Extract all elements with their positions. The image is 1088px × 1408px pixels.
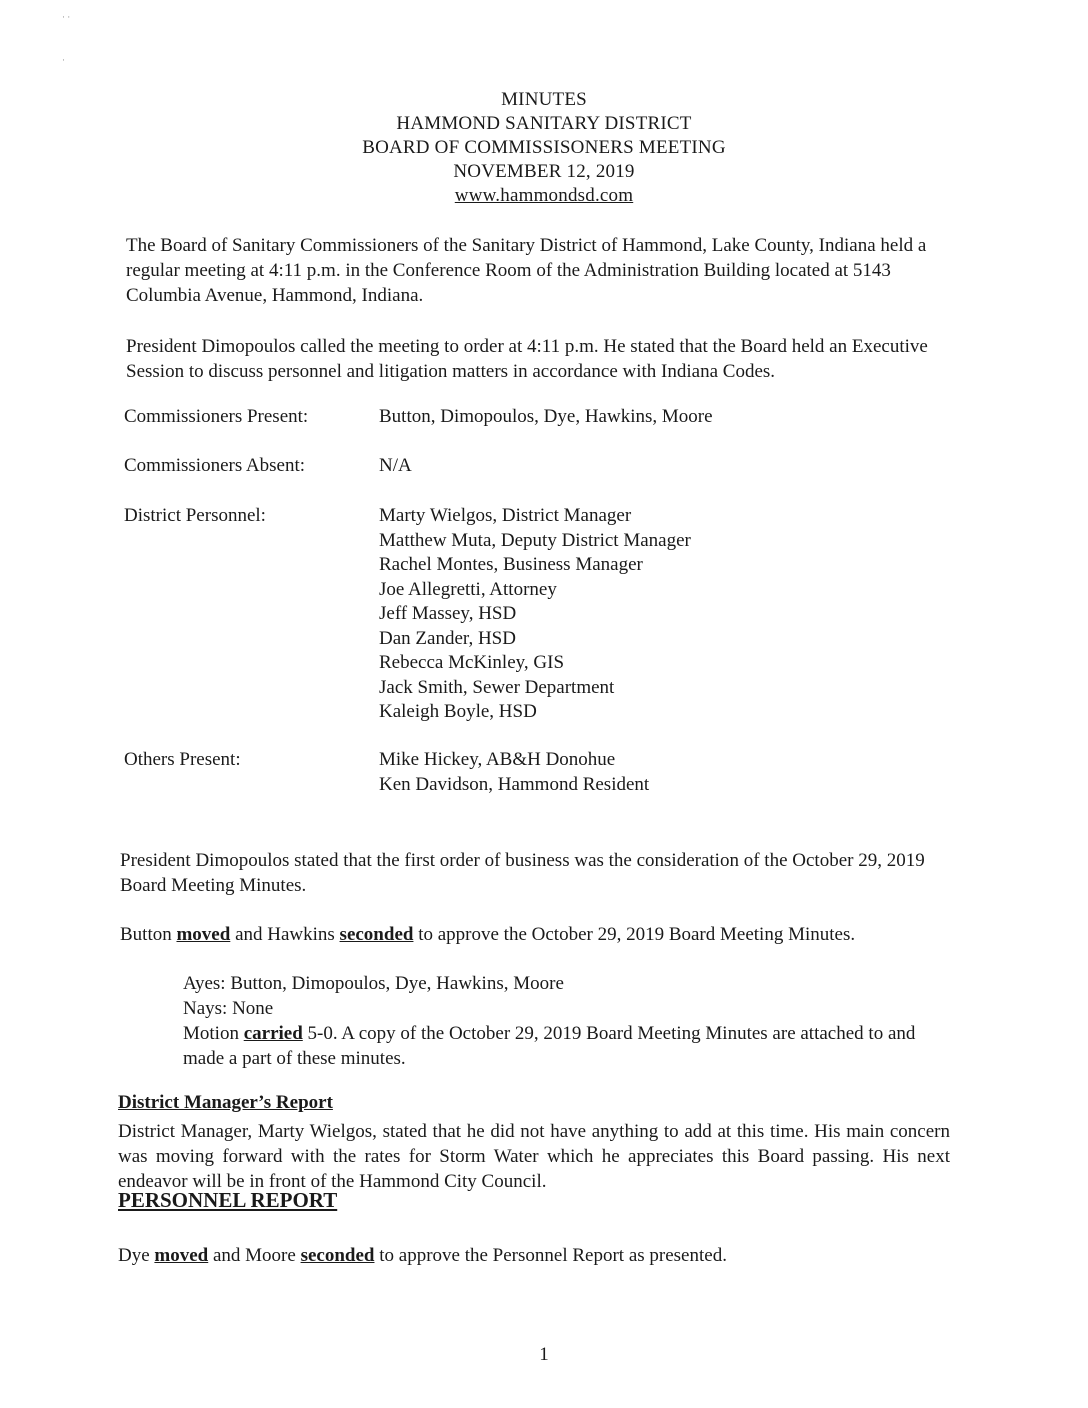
call-to-order-paragraph: President Dimopoulos called the meeting to order at 4:11 p.m. He stated that the Board held an Executive Session to discuss personnel and litigation matters in accordance with Indiana Codes.: [126, 336, 928, 382]
commissioners-absent-label: Commissioners Absent:: [124, 455, 306, 476]
scan-specks: · · ·: [62, 12, 71, 65]
personnel-item: Rebecca McKinley, GIS: [379, 652, 565, 673]
personnel-report-heading: PERSONNEL REPORT: [118, 1188, 338, 1212]
others-item: Ken Davidson, Hammond Resident: [379, 773, 650, 795]
district-personnel-list: [379, 504, 879, 725]
vote-nays: Nays: None: [183, 998, 274, 1019]
moved-keyword: moved: [176, 924, 231, 945]
personnel-seconder: and Moore: [208, 1245, 301, 1266]
vote-ayes: Ayes: Button, Dimopoulos, Dye, Hawkins, Moore: [183, 973, 564, 994]
header-title: MINUTES: [501, 89, 587, 110]
vote-result: [183, 1021, 943, 1071]
motion-text: to approve the October 29, 2019 Board Meeting Minutes.: [413, 924, 856, 945]
motion-mover: Button: [120, 924, 172, 945]
others-item: Mike Hickey, AB&H Donohue: [379, 749, 616, 770]
intro-paragraph: The Board of Sanitary Commissioners of the Sanitary District of Hammond, Lake County, Indiana held a regular meeting at 4:11 p.m. in the Conference Room of the Administration Building located at 5143 Columbia Avenue, Hammond, Indiana.: [126, 235, 927, 306]
manager-report-paragraph: District Manager, Marty Wielgos, stated that he did not have anything to add at this time. His main concern was moving forward with the rates for Storm Water which he appreciates this Board passing. His next endeavor will be in front of the Hammond City Council.: [118, 1121, 950, 1192]
commissioners-absent-value: N/A: [379, 455, 412, 476]
personnel-item: Marty Wielgos, District Manager: [379, 505, 632, 526]
personnel-item: Dan Zander, HSD: [379, 627, 516, 649]
seconded-keyword: seconded: [339, 924, 414, 945]
minutes-header: [0, 88, 1088, 208]
seconded-keyword: seconded: [300, 1245, 375, 1266]
motion-prefix: Motion: [183, 1023, 244, 1044]
personnel-item: Matthew Muta, Deputy District Manager: [379, 529, 691, 551]
personnel-motion-paragraph: [118, 1243, 950, 1268]
header-meeting: BOARD OF COMMISSISONERS MEETING: [362, 137, 726, 158]
others-present-label: Others Present:: [124, 749, 241, 770]
personnel-item: Joe Allegretti, Attorney: [379, 578, 557, 600]
commissioners-present-label: Commissioners Present:: [124, 406, 309, 427]
minutes-motion-paragraph: [120, 922, 950, 947]
carried-keyword: carried: [243, 1023, 303, 1044]
moved-keyword: moved: [154, 1245, 209, 1266]
motion-seconder: and Hawkins: [230, 924, 340, 945]
motion-result-text: 5-0. A copy of the October 29, 2019 Board Meeting Minutes are attached to and made a part of these minutes.: [183, 1023, 916, 1069]
personnel-mover: Dye: [118, 1245, 155, 1266]
page-number: 1: [539, 1344, 549, 1365]
commissioners-present-value: Button, Dimopoulos, Dye, Hawkins, Moore: [379, 406, 713, 427]
others-present-list: [379, 748, 879, 797]
personnel-item: Rachel Montes, Business Manager: [379, 554, 643, 575]
header-url-link[interactable]: www.hammondsd.com: [454, 185, 634, 206]
personnel-motion-text: to approve the Personnel Report as presented.: [374, 1245, 727, 1266]
header-district: HAMMOND SANITARY DISTRICT: [396, 113, 692, 134]
first-order-paragraph: President Dimopoulos stated that the first order of business was the consideration of the October 29, 2019 Board Meeting Minutes.: [120, 850, 925, 896]
personnel-item: Jeff Massey, HSD: [379, 603, 517, 624]
vote-block: [183, 971, 943, 1071]
district-personnel-label: District Personnel:: [124, 505, 266, 526]
manager-report-heading: District Manager’s Report: [118, 1092, 333, 1113]
header-date: NOVEMBER 12, 2019: [453, 161, 635, 182]
personnel-item: Kaleigh Boyle, HSD: [379, 701, 537, 722]
personnel-item: Jack Smith, Sewer Department: [379, 676, 615, 698]
